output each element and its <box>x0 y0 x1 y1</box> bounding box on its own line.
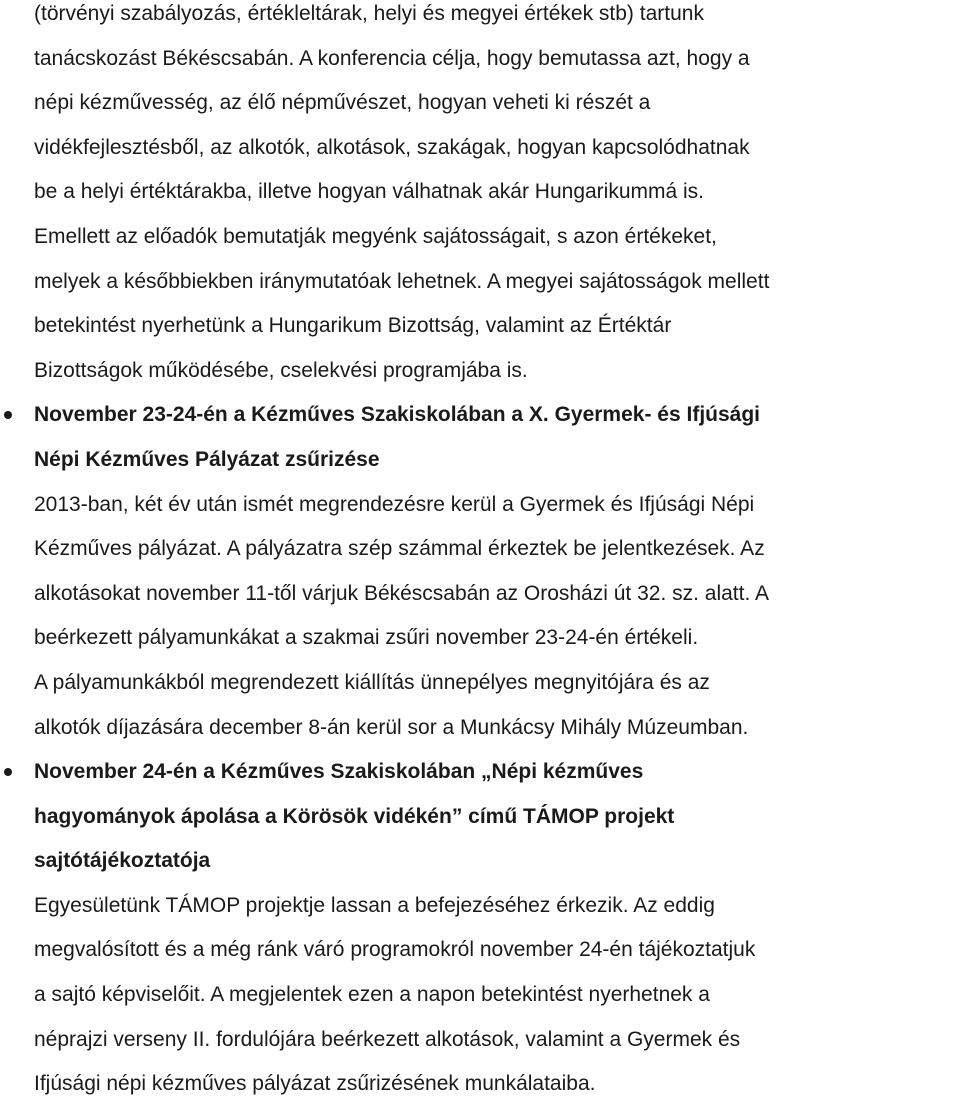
text-line: néprajzi verseny II. fordulójára beérkezett alkotások, valamint a Gyermek és <box>34 1027 741 1051</box>
text-line: melyek a későbbiekben iránymutatóak lehetnek. A megyei sajátosságok mellett <box>34 269 770 293</box>
text-line: Bizottságok működésébe, cselekvési programjába is. <box>34 358 528 382</box>
text-line: A pályamunkákból megrendezett kiállítás ünnepélyes megnyitójára és az <box>34 670 710 694</box>
text-line: Emellett az előadók bemutatják megyénk sajátosságait, s azon értékeket, <box>34 224 717 248</box>
text-line: Kézműves pályázat. A pályázatra szép számmal érkeztek be jelentkezések. Az <box>34 537 765 561</box>
intro-paragraph <box>34 0 946 393</box>
text-line: vidékfejlesztésből, az alkotók, alkotások, szakágak, hogyan kapcsolódhatnak <box>34 135 750 159</box>
text-line: Ifjúsági népi kézműves pályázat zsűrizésének munkálataiba. <box>34 1072 596 1096</box>
text-line: Egyesületünk TÁMOP projektje lassan a befejezéséhez érkezik. Az eddig <box>34 893 715 917</box>
heading-line: hagyományok ápolása a Körösök vidékén” című TÁMOP projekt <box>34 804 675 828</box>
text-line: alkotók díjazására december 8-án kerül sor a Munkácsy Mihály Múzeumban. <box>34 715 749 739</box>
heading-line: sajtótájékoztatója <box>34 849 211 873</box>
section-kezmuves-palyazat <box>0 393 946 750</box>
text-line: beérkezett pályamunkákat a szakmai zsűri november 23-24-én értékeli. <box>34 626 699 650</box>
text-line: alkotásokat november 11-től várjuk Békéscsabán az Orosházi út 32. sz. alatt. A <box>34 581 769 605</box>
section-body <box>34 483 946 751</box>
heading-line: November 24-én a Kézműves Szakiskolában „Népi kézműves <box>34 760 644 784</box>
text-line: a sajtó képviselőit. A megjelentek ezen a napon betekintést nyerhetnek a <box>34 983 710 1007</box>
section-heading <box>34 393 946 482</box>
bullet-icon <box>4 411 12 419</box>
section-tamop-sajtotajekoztato <box>0 750 946 1107</box>
text-line: (törvényi szabályozás, értékleltárak, helyi és megyei értékek stb) tartunk <box>34 2 704 25</box>
section-heading <box>34 750 946 884</box>
text-line: be a helyi értéktárakba, illetve hogyan válhatnak akár Hungarikummá is. <box>34 180 705 204</box>
section-body <box>34 884 946 1107</box>
text-line: tanácskozást Békéscsabán. A konferencia célja, hogy bemutassa azt, hogy a <box>34 46 750 70</box>
heading-line: November 23-24-én a Kézműves Szakiskolában a X. Gyermek- és Ifjúsági <box>34 403 760 427</box>
text-line: betekintést nyerhetünk a Hungarikum Bizottság, valamint az Értéktár <box>34 314 672 338</box>
text-line: népi kézművesség, az élő népművészet, hogyan veheti ki részét a <box>34 91 651 115</box>
heading-line: Népi Kézműves Pályázat zsűrizése <box>34 447 380 471</box>
text-line: 2013-ban, két év után ismét megrendezésre kerül a Gyermek és Ifjúsági Népi <box>34 492 755 516</box>
text-line: megvalósított és a még ránk váró programokról november 24-én tájékoztatjuk <box>34 938 756 962</box>
bullet-icon <box>4 768 12 776</box>
